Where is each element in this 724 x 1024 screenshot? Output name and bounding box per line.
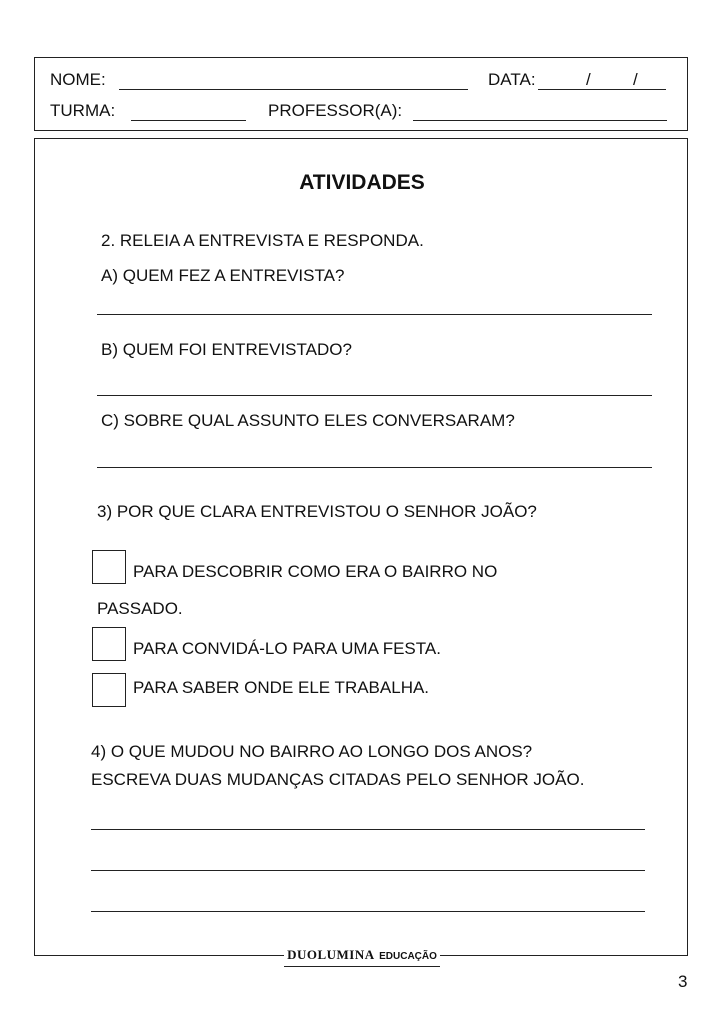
activities-box bbox=[34, 138, 688, 956]
brand-name: DUOLUMINA bbox=[287, 947, 375, 962]
question-2b: B) QUEM FOI ENTREVISTADO? bbox=[101, 340, 352, 359]
teacher-label: PROFESSOR(A): bbox=[268, 101, 403, 120]
option-label: PARA CONVIDÁ-LO PARA UMA FESTA. bbox=[133, 639, 441, 658]
question-2a: A) QUEM FEZ A ENTREVISTA? bbox=[101, 266, 345, 285]
brand-subtitle: EDUCAÇÃO bbox=[379, 951, 437, 962]
question-4-line-2: ESCREVA DUAS MUDANÇAS CITADAS PELO SENHOR JOÃO. bbox=[91, 770, 585, 789]
answer-line-2c[interactable] bbox=[97, 467, 652, 468]
date-separator: / bbox=[633, 70, 638, 89]
class-label: TURMA: bbox=[50, 101, 116, 120]
date-field[interactable] bbox=[538, 89, 666, 90]
option-label: PARA SABER ONDE ELE TRABALHA. bbox=[133, 678, 430, 697]
answer-line-2b[interactable] bbox=[97, 395, 652, 396]
date-label: DATA: bbox=[488, 70, 536, 89]
option-checkbox[interactable] bbox=[92, 550, 126, 584]
question-4-line-1: 4) O QUE MUDOU NO BAIRRO AO LONGO DOS ANOS? bbox=[91, 742, 533, 761]
option-label-continuation: PASSADO. bbox=[97, 599, 183, 618]
page-title: ATIVIDADES bbox=[299, 171, 425, 194]
name-label: NOME: bbox=[50, 70, 106, 89]
answer-line-2a[interactable] bbox=[97, 314, 652, 315]
answer-line-4[interactable] bbox=[91, 870, 645, 871]
option-label: PARA DESCOBRIR COMO ERA O BAIRRO NO bbox=[133, 562, 498, 581]
name-field[interactable] bbox=[119, 89, 468, 90]
class-field[interactable] bbox=[131, 120, 246, 121]
question-3-prompt: 3) POR QUE CLARA ENTREVISTOU O SENHOR JOÃO? bbox=[97, 502, 537, 521]
answer-line-4[interactable] bbox=[91, 829, 645, 830]
answer-line-4[interactable] bbox=[91, 911, 645, 912]
question-2-prompt: 2. RELEIA A ENTREVISTA E RESPONDA. bbox=[101, 231, 424, 250]
question-2c: C) SOBRE QUAL ASSUNTO ELES CONVERSARAM? bbox=[101, 411, 515, 430]
date-separator: / bbox=[586, 70, 591, 89]
footer-brand bbox=[284, 946, 440, 966]
teacher-field[interactable] bbox=[413, 120, 667, 121]
option-checkbox[interactable] bbox=[92, 673, 126, 707]
page-number: 3 bbox=[678, 972, 688, 991]
footer-label-bottom-border bbox=[284, 966, 440, 967]
option-checkbox[interactable] bbox=[92, 627, 126, 661]
